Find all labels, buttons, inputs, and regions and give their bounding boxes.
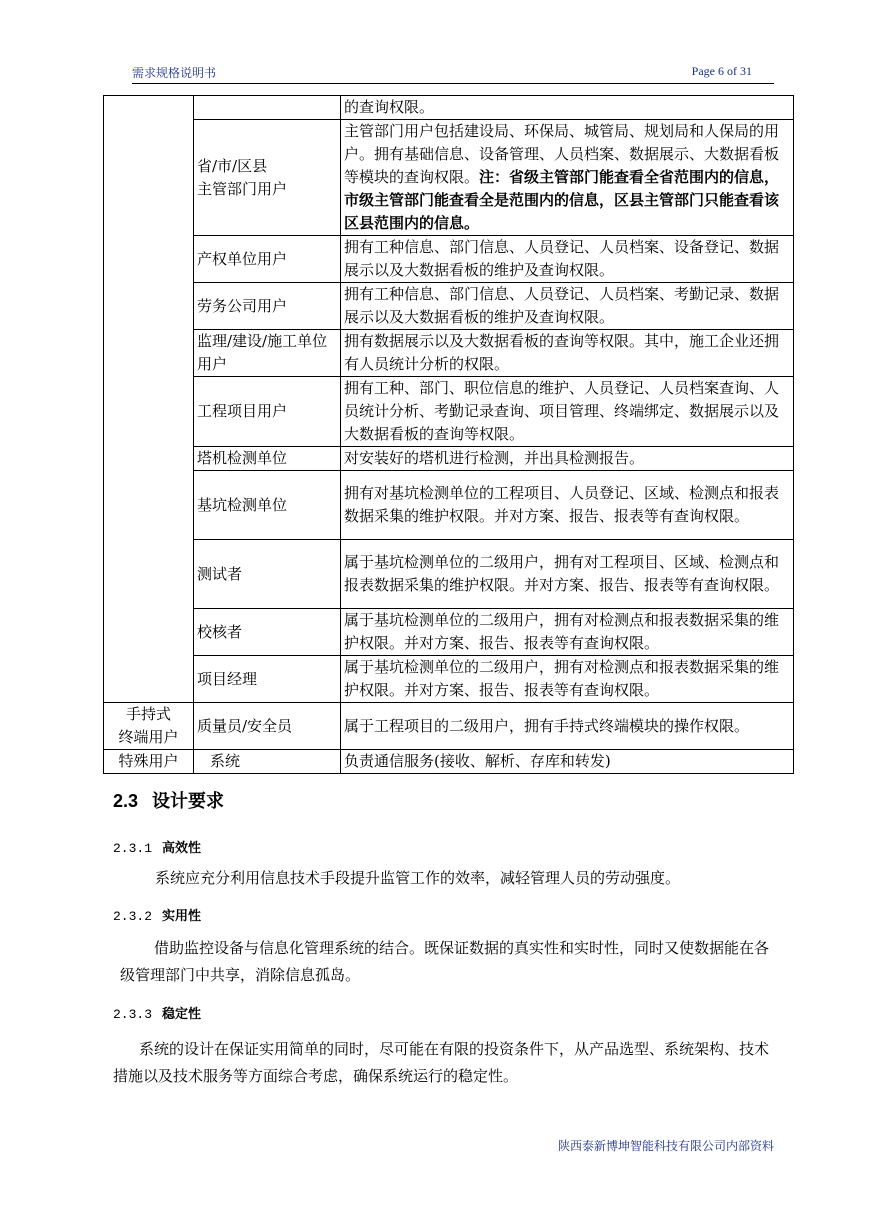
subsection-heading [113,905,201,924]
section-number: 2.3 [113,791,139,811]
table-row [104,656,794,703]
page-number: Page 6 of 31 [691,64,752,78]
category-cell [104,96,194,703]
subsection-text: 系统应充分利用信息技术手段提升监管工作的效率，减轻管理人员的劳动强度。 [155,869,681,887]
role-cell [194,96,341,120]
table-row [104,609,794,656]
desc-cell [341,120,794,236]
role-cell: 质量员/安全员 [194,703,341,750]
desc-cell: 属于基坑检测单位的二级用户，拥有对检测点和报表数据采集的维护权限。并对方案、报告、报表等有查询权限。 [341,609,794,656]
desc-cell: 拥有工种信息、部门信息、人员登记、人员档案、考勤记录、数据展示以及大数据看板的维护及查询权限。 [341,283,794,330]
desc-cell: 拥有数据展示以及大数据看板的查询等权限。其中，施工企业还拥有人员统计分析的权限。 [341,330,794,377]
desc-cell: 的查询权限。 [341,96,794,120]
subsection-title: 高效性 [162,841,202,856]
table-row [104,377,794,447]
desc-cell: 拥有工种、部门、职位信息的维护、人员登记、人员档案查询、人员统计分析、考勤记录查询、项目管理、终端绑定、数据展示以及大数据看板的查询等权限。 [341,377,794,447]
section-title: 设计要求 [152,791,225,812]
category-cell [104,703,194,750]
role-line: 省/市/区县 [197,156,268,175]
table-row [104,330,794,377]
table-row [104,703,794,750]
table-row [104,750,794,774]
desc-cell: 属于工程项目的二级用户，拥有手持式终端模块的操作权限。 [341,703,794,750]
category-cell: 特殊用户 [104,750,194,774]
page-header [132,63,774,84]
desc-cell: 属于基坑检测单位的二级用户，拥有对工程项目、区域、检测点和报表数据采集的维护权限。并对方案、报告、报表等有查询权限。 [341,540,794,609]
table-row [104,540,794,609]
table-row [104,236,794,283]
desc-cell: 对安装好的塔机进行检测，并出具检测报告。 [341,447,794,471]
role-cell: 产权单位用户 [194,236,341,283]
subsection-text: 借助监控设备与信息化管理系统的结合。既保证数据的真实性和实时性，同时又使数据能在各级管理部门中共享，消除信息孤岛。 [120,939,770,984]
role-cell: 测试者 [194,540,341,609]
subsection-number: 2.3.3 [113,1007,153,1022]
subsection-title: 稳定性 [162,1007,202,1022]
table-row [104,120,794,236]
category-line: 手持式 [125,705,171,723]
subsection-number: 2.3.2 [113,909,153,924]
role-cell [194,120,341,236]
role-cell: 劳务公司用户 [194,283,341,330]
desc-note: 注：省级主管部门能查看全省范围内的信息，市级主管部门能查看全是范围内的信息，区县主管部门只能查看该区县范围内的信息。 [344,168,780,232]
table-row [104,471,794,540]
subsection-heading [113,837,201,856]
desc-cell: 拥有工种信息、部门信息、人员登记、人员档案、设备登记、数据展示以及大数据看板的维护及查询权限。 [341,236,794,283]
desc-cell: 属于基坑检测单位的二级用户，拥有对检测点和报表数据采集的维护权限。并对方案、报告、报表等有查询权限。 [341,656,794,703]
subsection-text: 系统的设计在保证实用简单的同时，尽可能在有限的投资条件下，从产品选型、系统架构、技术措施以及技术服务等方面综合考虑，确保系统运行的稳定性。 [113,1040,770,1085]
role-cell: 基坑检测单位 [194,471,341,540]
table-row [104,447,794,471]
role-cell: 监理/建设/施工单位用户 [194,330,341,377]
role-cell: 塔机检测单位 [194,447,341,471]
section-heading [113,787,224,813]
category-line: 终端用户 [118,728,179,746]
desc-cell: 负责通信服务(接收、解析、存库和转发) [341,750,794,774]
page-footer: 陕西泰新博坤智能科技有限公司内部资料 [557,1139,774,1153]
desc-cell: 拥有对基坑检测单位的工程项目、人员登记、区域、检测点和报表数据采集的维护权限。并对方案、报告、报表等有查询权限。 [341,471,794,540]
subsection-number: 2.3.1 [113,841,153,856]
permission-table [103,95,794,774]
role-line: 主管部门用户 [197,179,288,198]
role-cell: 系统 [194,750,341,774]
role-cell: 项目经理 [194,656,341,703]
desc-text: 主管部门用户包括建设局、环保局、城管局、规划局和人保局的用户。拥有基础信息、设备管理、人员档案、数据展示、大数据看板等模块的查询权限。 [344,122,780,186]
table-row [104,283,794,330]
subsection-heading [113,1003,201,1022]
doc-title: 需求规格说明书 [132,66,217,80]
subsection-title: 实用性 [162,909,202,924]
table-row [104,96,794,120]
role-cell: 校核者 [194,609,341,656]
role-cell: 工程项目用户 [194,377,341,447]
